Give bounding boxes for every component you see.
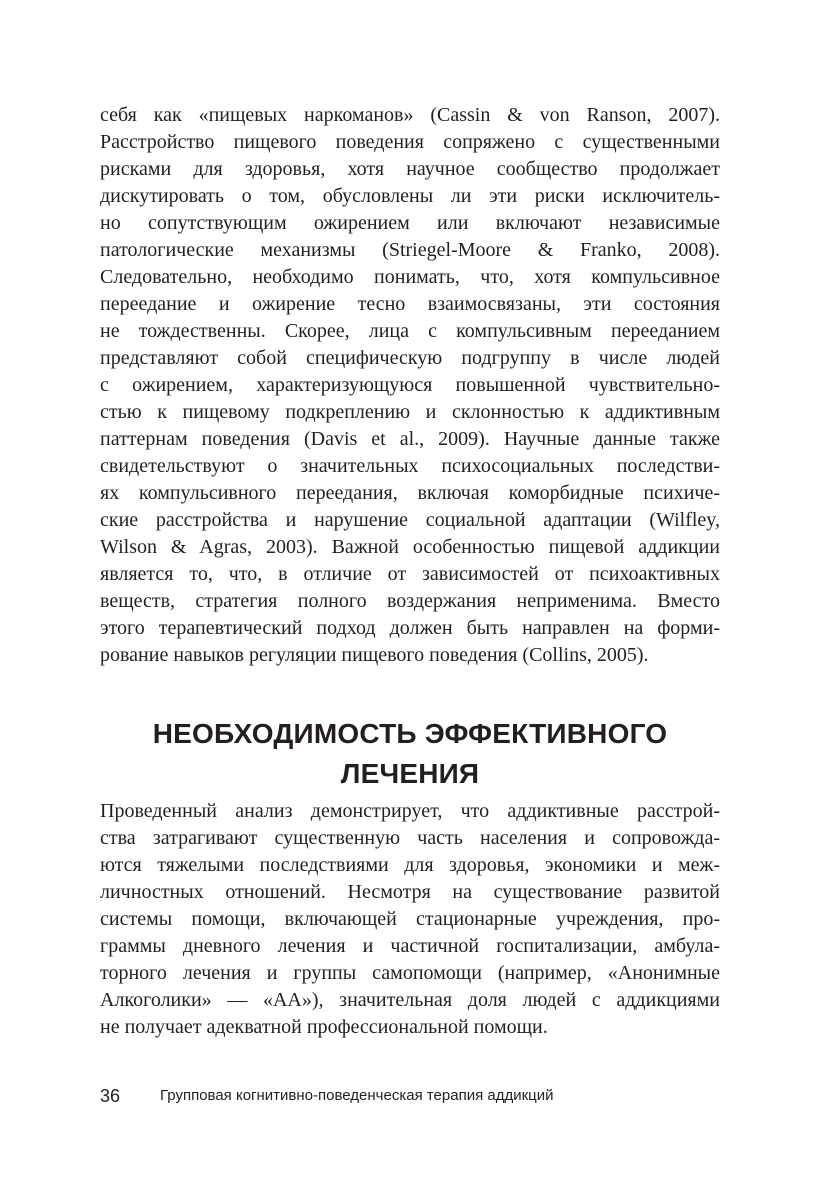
text-line: этого терапевтический подход должен быть направлен на форми- [100,617,720,639]
text-line: не получает адекватной профессиональной помощи. [100,1016,548,1038]
text-line: ях компульсивного переедания, включая коморбидные психиче- [100,482,720,504]
section-heading [100,714,720,794]
text-line: Алкоголики» — «АА»), значительная доля людей с аддикциями [100,989,720,1011]
text-line: паттернам поведения (Davis et al., 2009). Научные данные также [100,428,720,450]
text-line: переедание и ожирение тесно взаимосвязаны, эти состояния [100,293,720,315]
running-title: Групповая когнитивно-поведенческая терапия аддикций [160,1087,554,1104]
text-line: системы помощи, включающей стационарные учреждения, про- [100,908,720,930]
heading-line: НЕОБХОДИМОСТЬ ЭФФЕКТИВНОГО [152,718,668,749]
text-line: стью к пищевому подкреплению и склонностью к аддиктивным [100,401,720,423]
body-paragraph-1 [100,102,720,669]
text-line: не тождественны. Скорее, лица с компульсивным перееданием [100,320,720,342]
text-line: веществ, стратегия полного воздержания неприменима. Вместо [100,590,720,612]
text-line: ются тяжелыми последствиями для здоровья, экономики и меж- [100,854,720,876]
text-line: представляют собой специфическую подгруппу в числе людей [100,347,720,369]
text-line: свидетельствуют о значительных психосоциальных последстви- [100,455,720,477]
heading-line: ЛЕЧЕНИЯ [340,758,480,789]
body-paragraph-2 [100,798,720,1041]
text-line: Проведенный анализ демонстрирует, что аддиктивные расстрой- [100,800,720,822]
text-line: себя как «пищевых наркоманов» (Cassin & von Ranson, 2007). [100,104,720,126]
text-line: торного лечения и группы самопомощи (например, «Анонимные [100,962,720,984]
text-line: рисками для здоровья, хотя научное сообщество продолжает [100,158,720,180]
text-line: является то, что, в отличие от зависимостей от психоактивных [100,563,720,585]
page-number: 36 [100,1086,121,1106]
text-line: ские расстройства и нарушение социальной адаптации (Wilfley, [100,509,720,531]
text-line: с ожирением, характеризующуюся повышенной чувствительно- [100,374,720,396]
text-line: патологические механизмы (Striegel-Moore & Franko, 2008). [100,239,720,261]
text-line: рование навыков регуляции пищевого поведения (Collins, 2005). [100,644,649,666]
page-footer [100,1084,720,1108]
text-line: дискутировать о том, обусловлены ли эти риски исключитель- [100,185,720,207]
text-line: Расстройство пищевого поведения сопряжено с существенными [100,131,720,153]
text-line: Wilson & Agras, 2003). Важной особенностью пищевой аддикции [100,536,720,558]
text-line: личностных отношений. Несмотря на существование развитой [100,881,720,903]
text-line: Следовательно, необходимо понимать, что, хотя компульсивное [100,266,720,288]
text-line: ства затрагивают существенную часть населения и сопровожда- [100,827,720,849]
text-line: граммы дневного лечения и частичной госпитализации, амбула- [100,935,720,957]
text-line: но сопутствующим ожирением или включают независимые [100,212,720,234]
